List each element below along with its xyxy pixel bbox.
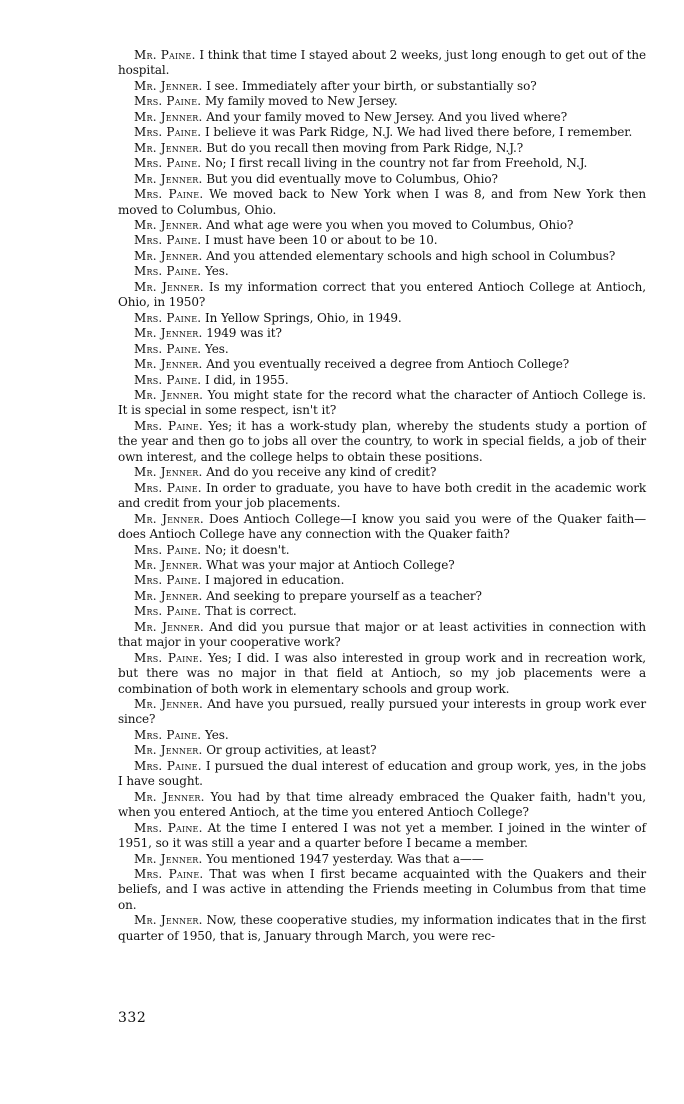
utterance-text: Yes.	[205, 727, 229, 742]
testimony-paragraph	[118, 697, 646, 728]
testimony-paragraph	[118, 373, 646, 388]
speaker-label: Mr. Jenner.	[134, 248, 203, 263]
speaker-label: Mrs. Paine.	[134, 604, 202, 619]
testimony-paragraph	[118, 512, 646, 543]
speaker-label: Mrs. Paine.	[134, 372, 202, 387]
utterance-text: Yes; it has a work-study plan, whereby the students study a portion of the year and then go to jobs all over the country, to work in special fields, a job of their own interest, and the college helps to obtain these positions.	[118, 418, 647, 464]
utterance-text: Does Antioch College—I know you said you were of the Quaker faith—does Antioch College have any connection with the Quaker faith?	[118, 511, 647, 542]
speaker-label: Mr. Jenner.	[134, 387, 204, 402]
testimony-paragraph	[118, 342, 646, 357]
testimony-paragraph	[118, 94, 646, 109]
speaker-label: Mrs. Paine.	[134, 480, 202, 495]
utterance-text: We moved back to New York when I was 8, and from New York then moved to Columbus, Ohio.	[118, 187, 647, 217]
speaker-label: Mr. Jenner.	[134, 743, 203, 758]
testimony-paragraph	[118, 790, 646, 821]
testimony-paragraph	[118, 141, 646, 156]
utterance-text: What was your major at Antioch College?	[206, 557, 455, 572]
utterance-text: And do you receive any kind of credit?	[206, 465, 437, 480]
utterance-text: You might state for the record what the character of Antioch College is. It is special in some respect, isn't it?	[118, 387, 647, 418]
speaker-label: Mr. Jenner.	[134, 851, 203, 866]
testimony-paragraph	[118, 821, 646, 852]
speaker-label: Mrs. Paine.	[134, 867, 204, 882]
speaker-label: Mr. Jenner.	[134, 557, 203, 572]
testimony-paragraph	[118, 79, 646, 94]
speaker-label: Mr. Jenner.	[134, 588, 203, 603]
testimony-paragraph	[118, 651, 646, 697]
testimony-paragraph	[118, 558, 646, 573]
speaker-label: Mr. Jenner.	[134, 279, 204, 294]
speaker-label: Mr. Jenner.	[134, 511, 204, 526]
utterance-text: And did you pursue that major or at least activities in connection with that major in your cooperative work?	[118, 619, 646, 650]
testimony-paragraph	[118, 280, 646, 311]
testimony-paragraph	[118, 125, 646, 140]
utterance-text: And seeking to prepare yourself as a teacher?	[206, 588, 482, 603]
utterance-text: Or group activities, at least?	[206, 743, 377, 758]
testimony-paragraph	[118, 913, 646, 944]
testimony-paragraph	[118, 419, 646, 465]
speaker-label: Mr. Jenner.	[134, 465, 203, 480]
speaker-label: Mrs. Paine.	[134, 820, 203, 835]
speaker-label: Mr. Jenner.	[134, 171, 203, 186]
utterance-text: Now, these cooperative studies, my information indicates that in the first quarter of 1950, that is, January through March, you were rec-	[118, 913, 647, 943]
testimony-paragraph	[118, 311, 646, 326]
utterance-text: Is my information correct that you entered Antioch College at Antioch, Ohio, in 1950?	[118, 279, 646, 310]
utterance-text: In order to graduate, you have to have both credit in the academic work and credit from your job placements.	[118, 480, 646, 511]
speaker-label: Mrs. Paine.	[134, 727, 202, 742]
page-number: 332	[118, 1010, 147, 1026]
testimony-paragraph	[118, 156, 646, 171]
speaker-label: Mr. Jenner.	[134, 357, 203, 372]
testimony-body	[118, 48, 646, 944]
utterance-text: And you eventually received a degree from Antioch College?	[206, 357, 570, 372]
speaker-label: Mr. Jenner.	[134, 109, 203, 124]
utterance-text: In Yellow Springs, Ohio, in 1949.	[205, 310, 402, 325]
speaker-label: Mrs. Paine.	[134, 310, 202, 325]
testimony-paragraph	[118, 187, 646, 218]
utterance-text: No; it doesn't.	[205, 542, 290, 557]
testimony-paragraph	[118, 728, 646, 743]
speaker-label: Mr. Jenner.	[134, 78, 203, 93]
utterance-text: And what age were you when you moved to Columbus, Ohio?	[206, 217, 574, 232]
testimony-paragraph	[118, 604, 646, 619]
utterance-text: But you did eventually move to Columbus, Ohio?	[206, 171, 498, 186]
speaker-label: Mrs. Paine.	[134, 573, 202, 588]
testimony-paragraph	[118, 357, 646, 372]
utterance-text: I must have been 10 or about to be 10.	[205, 233, 438, 248]
testimony-paragraph	[118, 326, 646, 341]
utterance-text: And you attended elementary schools and high school in Columbus?	[206, 248, 616, 263]
utterance-text: That is correct.	[205, 604, 297, 619]
speaker-label: Mrs. Paine.	[134, 264, 202, 279]
speaker-label: Mr. Jenner.	[134, 140, 203, 155]
utterance-text: You had by that time already embraced the Quaker faith, hadn't you, when you entered Antioch, at the time you entered Antioch College?	[118, 789, 647, 820]
utterance-text: I think that time I stayed about 2 weeks, just long enough to get out of the hospital.	[118, 48, 646, 78]
speaker-label: Mrs. Paine.	[134, 187, 204, 202]
speaker-label: Mrs. Paine.	[134, 125, 202, 140]
speaker-label: Mrs. Paine.	[134, 542, 202, 557]
testimony-paragraph	[118, 48, 646, 79]
speaker-label: Mr. Jenner.	[134, 697, 203, 712]
speaker-label: Mr. Jenner.	[134, 217, 203, 232]
testimony-paragraph	[118, 620, 646, 651]
testimony-paragraph	[118, 218, 646, 233]
utterance-text: At the time I entered I was not yet a member. I joined in the winter of 1951, so it was still a year and a quarter before I became a member.	[118, 820, 646, 851]
utterance-text: I pursued the dual interest of education and group work, yes, in the jobs I have sought.	[118, 758, 646, 789]
speaker-label: Mrs. Paine.	[134, 341, 202, 356]
utterance-text: No; I first recall living in the country not far from Freehold, N.J.	[205, 156, 588, 171]
testimony-paragraph	[118, 249, 646, 264]
speaker-label: Mr. Jenner.	[134, 789, 205, 804]
testimony-paragraph	[118, 481, 646, 512]
speaker-label: Mr. Jenner.	[134, 913, 203, 928]
speaker-label: Mrs. Paine.	[134, 418, 203, 433]
utterance-text: I see. Immediately after your birth, or substantially so?	[206, 78, 537, 93]
utterance-text: Yes.	[205, 341, 229, 356]
speaker-label: Mrs. Paine.	[134, 758, 202, 773]
testimony-paragraph	[118, 573, 646, 588]
testimony-paragraph	[118, 589, 646, 604]
utterance-text: I believe it was Park Ridge, N.J. We had lived there before, I remember.	[205, 125, 633, 140]
utterance-text: And have you pursued, really pursued your interests in group work ever since?	[118, 697, 647, 727]
testimony-paragraph	[118, 172, 646, 187]
speaker-label: Mrs. Paine.	[134, 156, 202, 171]
utterance-text: My family moved to New Jersey.	[205, 94, 398, 109]
testimony-paragraph	[118, 743, 646, 758]
utterance-text: Yes; I did. I was also interested in group work and in recreation work, but there was no major in that field at Antioch, so my job placements were a combination of both work in elementary schools and group work.	[118, 650, 646, 696]
utterance-text: But do you recall then moving from Park Ridge, N.J.?	[206, 140, 524, 155]
testimony-paragraph	[118, 264, 646, 279]
speaker-label: Mrs. Paine.	[134, 94, 202, 109]
utterance-text: 1949 was it?	[206, 326, 282, 341]
utterance-text: You mentioned 1947 yesterday. Was that a——	[206, 851, 484, 866]
speaker-label: Mr. Jenner.	[134, 619, 204, 634]
speaker-label: Mrs. Paine.	[134, 650, 203, 665]
testimony-paragraph	[118, 388, 646, 419]
testimony-paragraph	[118, 465, 646, 480]
utterance-text: I did, in 1955.	[205, 372, 289, 387]
speaker-label: Mr. Jenner.	[134, 326, 203, 341]
testimony-paragraph	[118, 759, 646, 790]
testimony-paragraph	[118, 110, 646, 125]
utterance-text: Yes.	[205, 264, 229, 279]
testimony-paragraph	[118, 233, 646, 248]
testimony-paragraph	[118, 867, 646, 913]
speaker-label: Mrs. Paine.	[134, 233, 202, 248]
utterance-text: And your family moved to New Jersey. And you lived where?	[206, 109, 568, 124]
speaker-label: Mr. Paine.	[134, 48, 196, 62]
utterance-text: That was when I first became acquainted with the Quakers and their beliefs, and I was active in attending the Friends meeting in Columbus from that time on.	[118, 867, 646, 912]
testimony-paragraph	[118, 543, 646, 558]
utterance-text: I majored in education.	[205, 573, 345, 588]
testimony-paragraph	[118, 852, 646, 867]
